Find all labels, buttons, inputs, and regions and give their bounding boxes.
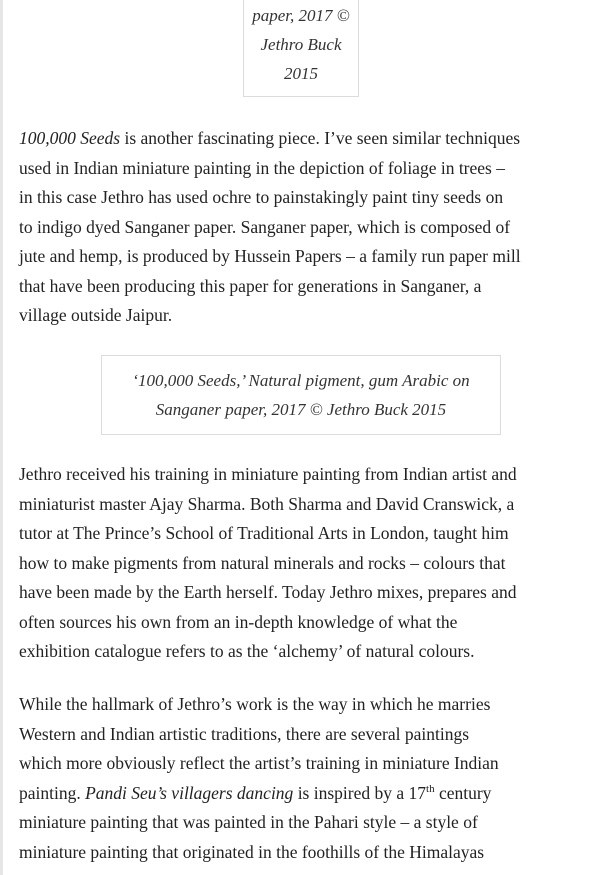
image-caption-top (243, 0, 359, 97)
paragraph-line: tutor at The Prince’s School of Traditional Arts in London, taught him (19, 523, 509, 543)
paragraph-line: miniature painting that originated in the foothills of the Himalayas (19, 841, 485, 862)
artwork-title: Pandi Seu’s villagers dancing (85, 782, 294, 803)
caption-line: 2015 (284, 64, 318, 83)
paragraph-line: Western and Indian artistic traditions, there are several paintings (19, 723, 470, 744)
paragraph-line: village outside Jaipur. (19, 305, 173, 325)
paragraph-100000-seeds (19, 124, 585, 331)
caption-line: ‘100,000 Seeds,’ Natural pigment, gum Arabic on (132, 371, 470, 390)
paragraph-line: miniaturist master Ajay Sharma. Both Sharma and David Cranswick, a (19, 493, 515, 514)
paragraph-hallmark (19, 690, 585, 867)
image-caption-100000-seeds (101, 355, 501, 435)
paragraph-line: 100,000 Seeds is another fascinating piece. I’ve seen similar techniques (19, 128, 521, 148)
paragraph-line: While the hallmark of Jethro’s work is the way in which he marries (19, 694, 491, 714)
paragraph-line: that have been producing this paper for generations in Sanganer, a (19, 275, 482, 296)
paragraph-line: have been made by the Earth herself. Today Jethro mixes, prepares and (19, 582, 517, 602)
paragraph-line: painting. Pandi Seu’s villagers dancing is inspired by a 17th century (19, 782, 492, 803)
paragraph-line: Jethro received his training in miniature painting from Indian artist and (19, 464, 517, 484)
paragraph-training (19, 460, 585, 667)
paragraph-line: which more obviously reflect the artist’s training in miniature Indian (19, 753, 499, 773)
caption-line: Sanganer paper, 2017 © Jethro Buck 2015 (155, 400, 447, 419)
caption-line: paper, 2017 © (252, 6, 350, 25)
artwork-title: 100,000 Seeds (19, 128, 121, 148)
paragraph-line: miniature painting that was painted in the Pahari style – a style of (19, 812, 478, 832)
paragraph-line: jute and hemp, is produced by Hussein Papers – a family run paper mill (19, 246, 521, 266)
left-border-rule (0, 0, 3, 875)
caption-line: Jethro Buck (260, 35, 342, 54)
paragraph-line: used in Indian miniature painting in the depiction of foliage in trees – (19, 157, 505, 178)
paragraph-line: exhibition catalogue refers to as the ‘alchemy’ of natural colours. (19, 641, 475, 661)
paragraph-line: in this case Jethro has used ochre to painstakingly paint tiny seeds on (19, 187, 504, 207)
paragraph-line: often sources his own from an in-depth knowledge of what the (19, 611, 458, 632)
superscript: th (426, 782, 435, 795)
paragraph-line: to indigo dyed Sanganer paper. Sanganer paper, which is composed of (19, 216, 511, 237)
paragraph-line: how to make pigments from natural minerals and rocks – colours that (19, 552, 506, 573)
